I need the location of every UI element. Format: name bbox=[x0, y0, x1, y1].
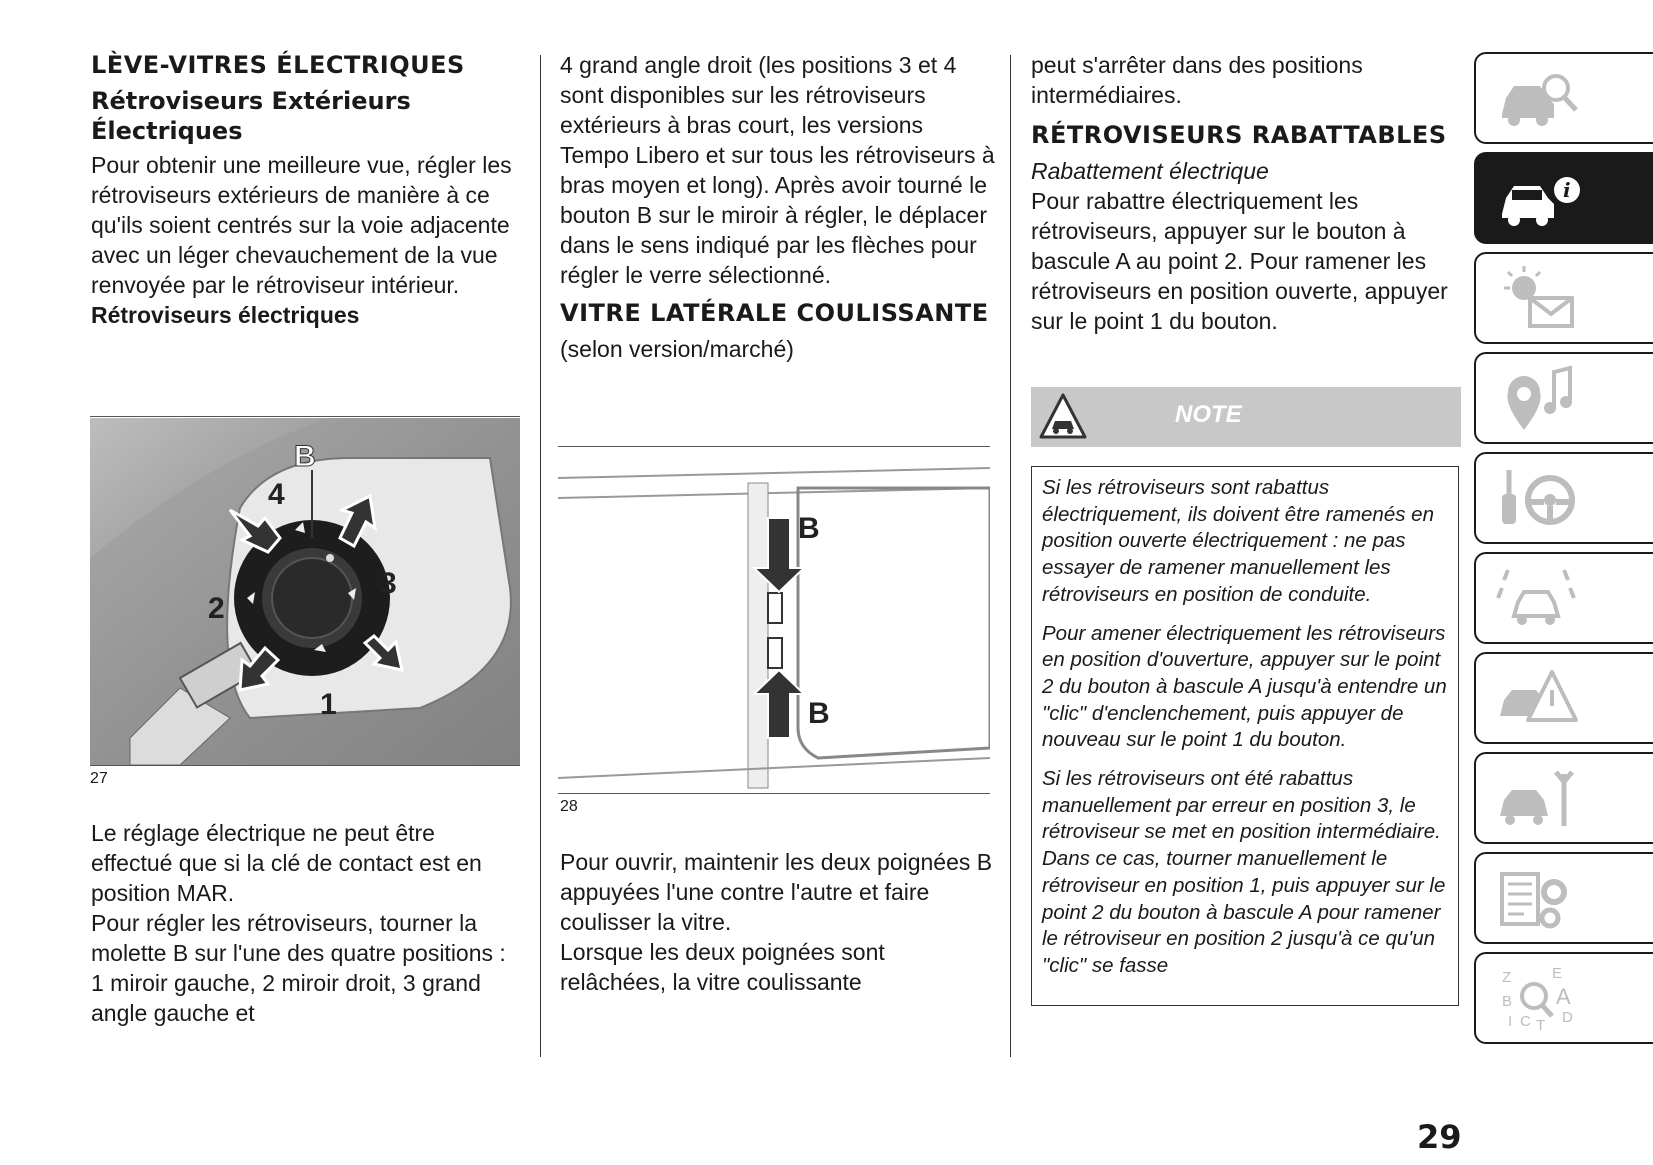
figure-27-bottomline bbox=[90, 765, 520, 766]
figure-label-4: 4 bbox=[268, 478, 285, 511]
column-2-lower bbox=[560, 847, 995, 997]
figure-label-2: 2 bbox=[208, 592, 225, 625]
column-1-lower bbox=[91, 818, 516, 1028]
car-info-icon bbox=[1494, 164, 1584, 234]
note-paragraph-1: Si les rétroviseurs sont rabattus électriquement, ils doivent être ramenés en position ouverte électriquement : ne pas essayer de ramener manuellement les rétroviseurs en position de conduite. bbox=[1042, 476, 1434, 606]
index-tab-9[interactable] bbox=[1474, 852, 1653, 944]
car-warning-icon bbox=[1037, 391, 1089, 443]
intro-paragraph: Pour obtenir une meilleure vue, régler les rétroviseurs extérieurs de manière à ce qu'ils soient centrés sur la voie adjacente avec un léger chevauchement de la vue renvoyée par le rétroviseur intérieur. bbox=[91, 152, 512, 298]
index-tab-8[interactable] bbox=[1474, 752, 1653, 844]
para-intermediate: peut s'arrêter dans des positions intermédiaires. bbox=[1031, 52, 1363, 108]
location-music-icon bbox=[1494, 364, 1584, 434]
index-letter-i: I bbox=[1508, 1013, 1513, 1030]
version-subtitle: (selon version/marché) bbox=[560, 336, 794, 362]
page-number: 29 bbox=[1417, 1118, 1462, 1156]
folding-mirrors-heading: RÉTROVISEURS RABATTABLES bbox=[1031, 121, 1447, 149]
para-adjust: Pour régler les rétroviseurs, tourner la molette B sur l'une des quatre positions : 1 miroir gauche, 2 miroir droit, 3 grand angle gauche et bbox=[91, 910, 506, 1026]
figure-28-topline bbox=[558, 446, 990, 447]
note-title: NOTE bbox=[1175, 401, 1242, 428]
figure-28-number: 28 bbox=[560, 798, 578, 815]
index-tab-7[interactable] bbox=[1474, 652, 1653, 744]
note-box bbox=[1031, 466, 1459, 1006]
figure-label-3: 3 bbox=[380, 567, 397, 600]
italic-label: Rabattement électrique bbox=[1031, 158, 1269, 184]
warning-light-envelope-icon bbox=[1494, 264, 1584, 334]
bold-label: Rétroviseurs électriques bbox=[91, 302, 360, 328]
seatbelt-steering-icon bbox=[1494, 464, 1584, 534]
index-letter-t: T bbox=[1536, 1017, 1546, 1034]
figure-label-b: B bbox=[294, 440, 316, 473]
car-search-icon bbox=[1494, 64, 1584, 134]
index-letter-d: D bbox=[1562, 1009, 1573, 1026]
figure-27-mirror-knob bbox=[90, 418, 520, 765]
car-lane-icon bbox=[1494, 564, 1584, 634]
figure-28-bottomline bbox=[558, 793, 990, 794]
index-letter-c: C bbox=[1520, 1013, 1531, 1030]
index-tab-10[interactable] bbox=[1474, 952, 1653, 1044]
info-glyph: i bbox=[1563, 178, 1571, 202]
section-subheading: Rétroviseurs Extérieurs Électriques bbox=[91, 87, 411, 145]
column-divider-1 bbox=[540, 55, 541, 1057]
figure-label-b-bottom: B bbox=[808, 697, 830, 730]
index-letter-a: A bbox=[1556, 984, 1571, 1009]
column-3 bbox=[1031, 50, 1461, 336]
section-heading: LÈVE-VITRES ÉLECTRIQUES bbox=[91, 51, 465, 79]
figure-label-1: 1 bbox=[320, 688, 337, 721]
index-letter-e: E bbox=[1552, 965, 1563, 982]
car-warning-triangle-icon bbox=[1494, 664, 1584, 734]
index-tab-2[interactable] bbox=[1474, 152, 1653, 244]
figure-28-sliding-window bbox=[558, 448, 990, 792]
column-2 bbox=[560, 50, 995, 364]
index-tab-3[interactable] bbox=[1474, 252, 1653, 344]
para-fold: Pour rabattre électriquement les rétroviseurs, appuyer sur le bouton à bascule A au point 2. Pour ramener les rétroviseurs en position ouverte, appuyer sur le point 1 du bouton. bbox=[1031, 188, 1448, 334]
car-tools-icon bbox=[1494, 764, 1584, 834]
para-ignition: Le réglage électrique ne peut être effectué que si la clé de contact est en position MAR. bbox=[91, 820, 482, 906]
note-paragraph-2: Pour amener électriquement les rétroviseurs en position d'ouverture, appuyer sur le point 2 du bouton à bascule A jusqu'à entendre un "clic" d'enclenchement, puis appuyer de nouveau sur le point 1 du bouton. bbox=[1042, 621, 1447, 752]
column-divider-2 bbox=[1010, 55, 1011, 1057]
figure-27-number: 27 bbox=[90, 770, 108, 787]
index-tab-5[interactable] bbox=[1474, 452, 1653, 544]
list-gear-icon bbox=[1494, 864, 1584, 934]
figure-label-b-top: B bbox=[798, 512, 820, 545]
index-tab-1[interactable] bbox=[1474, 52, 1653, 144]
note-paragraph-3: Si les rétroviseurs ont été rabattus manuellement par erreur en position 3, le rétroviseur se met en position intermédiaire. Dans ce cas, tourner manuellement le rétroviseur en position 1, puis appuyer sur le point 2 du bouton à bascule A pour ramener le rétroviseur en position 2 jusqu'à ce qu'un "clic" se fasse bbox=[1042, 767, 1446, 977]
figure-27-topline bbox=[90, 416, 520, 417]
index-tab-4[interactable] bbox=[1474, 352, 1653, 444]
note-header bbox=[1031, 387, 1461, 447]
para-positions: 4 grand angle droit (les positions 3 et 4 sont disponibles sur les rétroviseurs extérieurs à bras court, les versions Tempo Libero et sur tous les rétroviseurs à bras moyen et long). Après avoir tourné le bouton B sur le miroir à régler, le déplacer dans le sens indiqué par les flèches pour régler le verre sélectionné. bbox=[560, 52, 995, 288]
column-1 bbox=[91, 50, 516, 330]
index-tab-6[interactable] bbox=[1474, 552, 1653, 644]
index-letter-z: Z bbox=[1502, 969, 1512, 986]
para-open: Pour ouvrir, maintenir les deux poignées B appuyées l'une contre l'autre et faire coulisser la vitre. bbox=[560, 849, 993, 935]
para-release: Lorsque les deux poignées sont relâchées, la vitre coulissante bbox=[560, 939, 885, 995]
alphabet-index-icon bbox=[1494, 964, 1584, 1034]
sliding-window-heading: VITRE LATÉRALE COULISSANTE bbox=[560, 299, 989, 327]
index-letter-b: B bbox=[1502, 993, 1513, 1010]
